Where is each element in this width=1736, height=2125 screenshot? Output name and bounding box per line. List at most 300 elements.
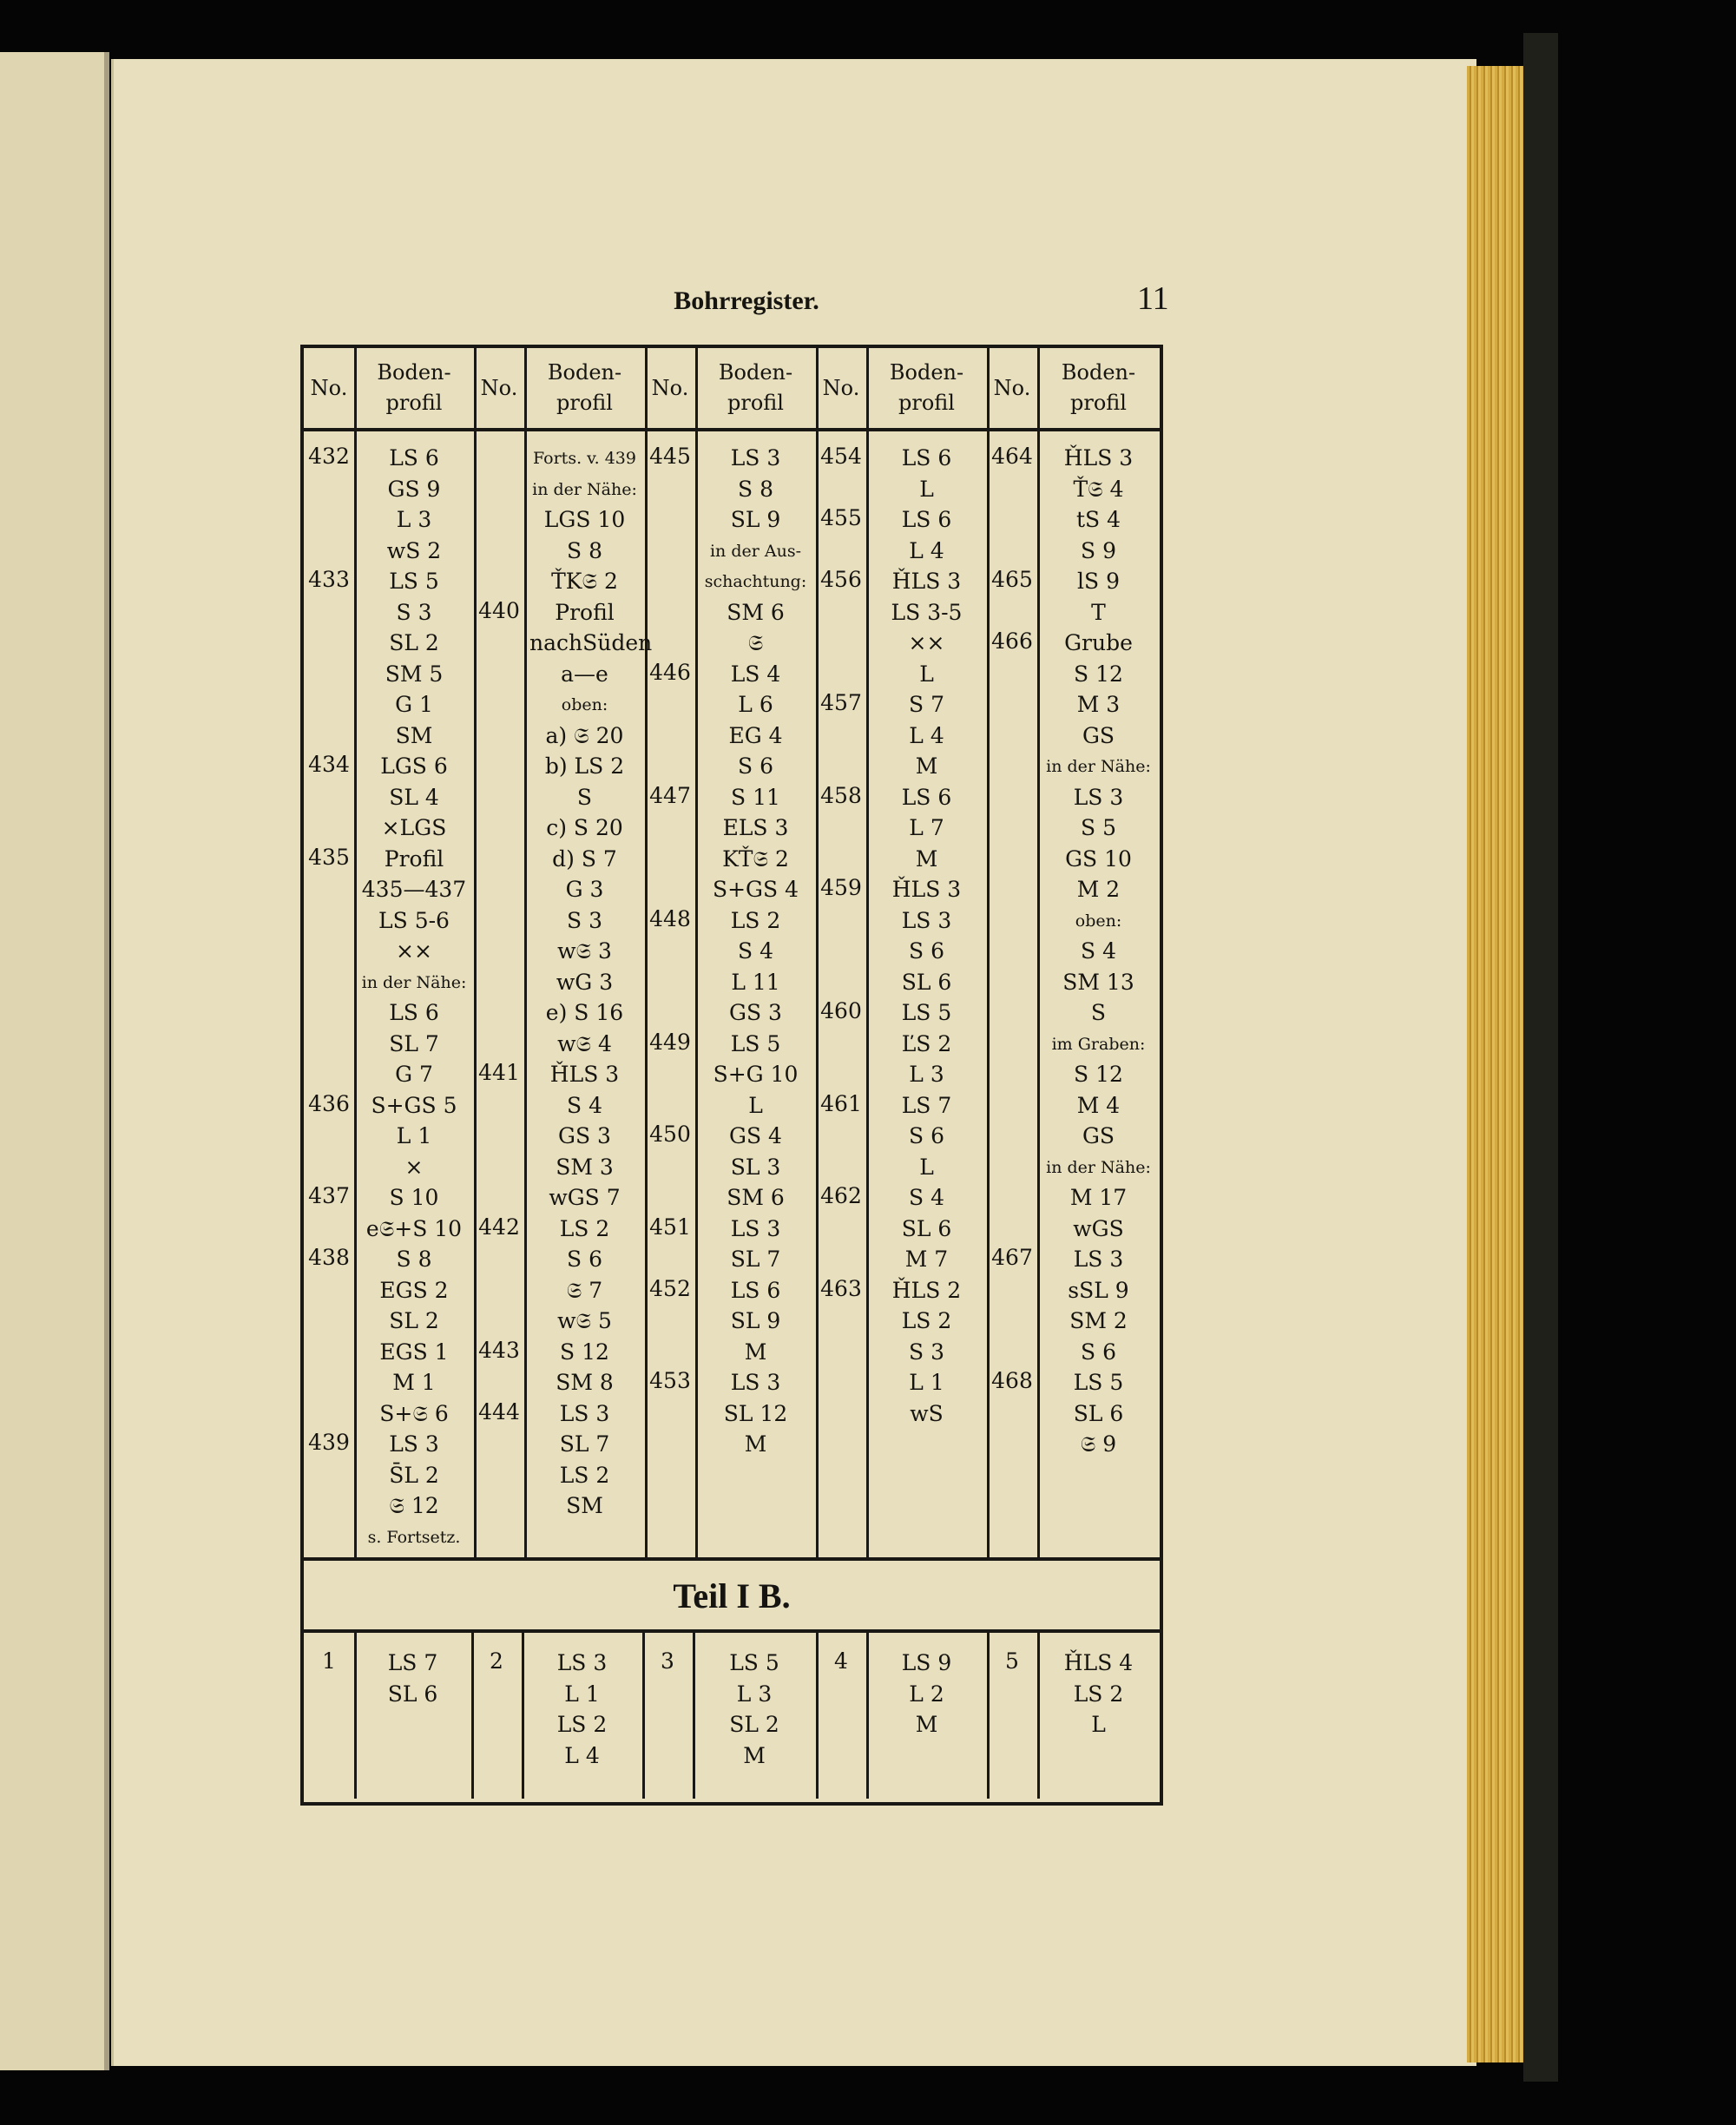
profile-line [1042, 505, 1154, 535]
profile-text: S 5 [1081, 815, 1116, 840]
profile-line [700, 1430, 811, 1459]
profile-line [871, 1680, 982, 1709]
profile-text: S 7 [909, 692, 944, 717]
profile-line [871, 1060, 982, 1089]
profile-text: s. Fortsetz. [367, 1527, 461, 1547]
profile-text: L 4 [909, 537, 944, 563]
profile-line [529, 660, 640, 689]
profile-line [529, 475, 640, 504]
entry-number: 2 [490, 1648, 503, 1674]
profile-text: b) LS 2 [544, 753, 625, 779]
profile-line [1042, 444, 1154, 473]
header-profile-label-2: profil [727, 391, 784, 415]
profile-text: S+GS 5 [371, 1092, 457, 1118]
profile-line [700, 1060, 811, 1089]
profile-line [359, 1491, 469, 1521]
profile-line [359, 1306, 469, 1336]
header-no-label: No. [651, 375, 689, 400]
entry-number: 4 [834, 1648, 848, 1674]
profile-text: w𝔖 5 [557, 1308, 612, 1333]
profile-line [529, 1122, 640, 1151]
profile-line [871, 444, 982, 473]
bohrregister-table [300, 345, 1163, 1806]
profile-line [1042, 1399, 1154, 1429]
entry-number: 454 [820, 444, 862, 469]
profile-line [698, 1741, 811, 1771]
profile-line [1042, 475, 1154, 504]
profile-text: LS 4 [730, 661, 781, 687]
profile-text: EGS 2 [379, 1277, 449, 1303]
profile-text: c) S 20 [546, 815, 623, 840]
column-rule [695, 348, 698, 1557]
profile-line [359, 1245, 469, 1274]
profile-line [1042, 875, 1154, 905]
book-cover [1523, 33, 1558, 2082]
header-profile-label-2: profil [385, 391, 443, 415]
profile-text: in der Nähe: [532, 479, 637, 499]
profile-line [529, 1030, 640, 1059]
profile-line [871, 783, 982, 812]
entry-number: 433 [308, 567, 350, 592]
profile-text: S 6 [1081, 1339, 1116, 1365]
profile-line [527, 1680, 637, 1709]
profile-line [359, 536, 469, 566]
entry-number: 459 [820, 875, 862, 900]
profile-text: GS [1082, 722, 1115, 748]
profile-line [359, 1368, 469, 1398]
profile-text: S 3 [567, 907, 602, 933]
profile-line [529, 567, 640, 596]
profile-text: S 8 [396, 1247, 432, 1272]
profile-text: LS 7 [387, 1650, 438, 1675]
profile-line [700, 505, 811, 535]
profile-line [871, 536, 982, 566]
profile-text: SL 2 [389, 630, 439, 655]
profile-line [359, 1338, 469, 1367]
profile-text: LS 6 [901, 784, 952, 810]
profile-text: LS 6 [730, 1277, 781, 1303]
profile-text: GS 10 [1065, 845, 1132, 872]
column-rule [474, 348, 477, 1557]
entry-number: 463 [820, 1275, 862, 1301]
profile-text: S+GS 4 [712, 877, 799, 902]
profile-line [698, 1680, 811, 1709]
profile-text: a) 𝔖 20 [545, 722, 624, 748]
profile-line [700, 1399, 811, 1429]
profile-line [1042, 813, 1154, 843]
profile-line [871, 1368, 982, 1398]
profile-text: L 6 [738, 692, 773, 717]
profile-text: SM 6 [727, 599, 785, 625]
profile-text: S 3 [396, 599, 432, 625]
profile-line [359, 598, 469, 628]
left-page-edge [0, 52, 109, 2070]
column-rule [1037, 348, 1040, 1557]
profile-text: ȞLS 3 [891, 569, 962, 594]
profile-text: M [915, 845, 938, 872]
entry-number: 461 [820, 1090, 862, 1116]
profile-text: GS 3 [729, 1000, 782, 1025]
profile-text: M 3 [1076, 692, 1121, 717]
profile-text: EG 4 [728, 722, 783, 748]
profile-line [871, 1183, 982, 1213]
profile-line [1042, 1276, 1154, 1306]
profile-line [700, 937, 811, 966]
profile-line [871, 813, 982, 843]
profile-text: ×× [396, 938, 432, 964]
profile-line [1042, 1153, 1154, 1182]
column-rule [693, 1633, 695, 1799]
profile-line [698, 1710, 811, 1740]
profile-text: w𝔖 4 [557, 1030, 612, 1056]
profile-line [1042, 783, 1154, 812]
profile-text: G 7 [395, 1062, 433, 1087]
profile-line [871, 1030, 982, 1059]
profile-line [529, 1338, 640, 1367]
profile-line [871, 906, 982, 936]
profile-text: SL 2 [389, 1308, 439, 1333]
profile-text: LGS 6 [380, 753, 448, 779]
profile-line [359, 475, 469, 504]
section-rule [304, 1557, 1160, 1561]
profile-line [359, 813, 469, 843]
profile-line [359, 690, 469, 720]
profile-line [529, 690, 640, 720]
profile-text: w𝔖 3 [557, 938, 612, 964]
profile-text: SM 6 [727, 1185, 785, 1210]
profile-text: GS [1082, 1123, 1115, 1148]
entry-number: 3 [661, 1648, 674, 1674]
profile-line [359, 1183, 469, 1213]
profile-line [529, 937, 640, 966]
header-profile-label-2: profil [556, 391, 613, 415]
entry-number: 451 [649, 1214, 691, 1240]
profile-text: SM 8 [556, 1370, 614, 1395]
profile-text: GS 9 [387, 476, 441, 502]
profile-line [871, 1214, 982, 1244]
profile-text: LS 5 [730, 1030, 781, 1056]
profile-text: S+𝔖 6 [379, 1400, 449, 1426]
profile-line [527, 1710, 637, 1740]
profile-text: SL 2 [729, 1712, 779, 1737]
profile-line [700, 1276, 811, 1306]
profile-line [700, 444, 811, 473]
profile-line [529, 444, 640, 473]
profile-line [700, 845, 811, 874]
header-profile-cell [695, 348, 816, 428]
profile-line [700, 1030, 811, 1059]
profile-text: LS 3 [1073, 784, 1124, 810]
profile-text: S [576, 784, 593, 810]
profile-text: M 17 [1069, 1185, 1128, 1210]
profile-line [1042, 845, 1154, 874]
profile-line [1042, 1648, 1154, 1678]
entry-number: 449 [649, 1029, 691, 1055]
column-rule [524, 348, 527, 1557]
profile-line [359, 1648, 466, 1678]
profile-text: LS 6 [389, 1000, 439, 1025]
profile-text: L [1091, 1712, 1106, 1737]
profile-line [700, 875, 811, 905]
profile-text: ŤK𝔖 2 [551, 569, 618, 594]
header-profile-cell [524, 348, 645, 428]
header-no-cell [987, 348, 1037, 428]
profile-line [1042, 1060, 1154, 1089]
profile-text: ĽS 2 [901, 1030, 952, 1056]
profile-line [1042, 567, 1154, 596]
profile-line [1042, 1306, 1154, 1336]
profile-line [1042, 660, 1154, 689]
profile-text: LS 6 [901, 445, 952, 470]
profile-line [700, 1153, 811, 1182]
profile-line [700, 968, 811, 997]
entry-number: 1 [322, 1648, 336, 1674]
profile-text: d) S 7 [552, 845, 617, 872]
profile-text: 𝔖 9 [1080, 1431, 1117, 1457]
profile-line [1042, 1030, 1154, 1059]
table-header [304, 348, 1160, 431]
profile-line [700, 1306, 811, 1336]
profile-text: Profil [555, 599, 615, 625]
profile-text: L 7 [909, 815, 944, 840]
header-no-label: No. [993, 375, 1031, 400]
profile-text: M 1 [392, 1370, 436, 1395]
profile-line [529, 505, 640, 535]
profile-line [700, 752, 811, 781]
profile-line [359, 1523, 469, 1552]
profile-line [871, 845, 982, 874]
profile-text: SL 9 [730, 507, 781, 532]
header-profile-label-2: profil [1070, 391, 1127, 415]
entry-number: 436 [308, 1090, 350, 1116]
profile-line [871, 721, 982, 751]
profile-text: SL 7 [559, 1431, 610, 1457]
profile-line [359, 628, 469, 658]
entry-number: 462 [820, 1183, 862, 1208]
profile-text: L 2 [909, 1681, 944, 1707]
running-title: Bohrregister. [674, 286, 819, 315]
profile-line [529, 1091, 640, 1121]
profile-line [529, 906, 640, 936]
profile-line [359, 721, 469, 751]
profile-line [359, 1091, 469, 1121]
profile-text: LS 5 [1073, 1370, 1124, 1395]
profile-line [527, 1648, 637, 1678]
profile-text: S 4 [738, 938, 773, 964]
entry-number: 434 [308, 752, 350, 777]
profile-line [529, 598, 640, 628]
entry-number: 446 [649, 659, 691, 685]
profile-line [359, 783, 469, 812]
profile-text: GS 3 [558, 1123, 611, 1148]
profile-text: Forts. v. 439 [533, 449, 636, 468]
profile-line [1042, 1122, 1154, 1151]
profile-text: Grube [1064, 630, 1133, 655]
profile-line [871, 475, 982, 504]
profile-line [359, 968, 469, 997]
page-edges [1467, 66, 1528, 2062]
profile-line [529, 1153, 640, 1182]
profile-text: ȞLS 3 [1063, 445, 1134, 470]
header-no-label: No. [822, 375, 860, 400]
profile-line [529, 845, 640, 874]
header-no-cell [474, 348, 524, 428]
profile-text: a—e [561, 661, 608, 687]
header-profile-label-1: Boden- [377, 360, 451, 385]
profile-text: M [915, 753, 938, 779]
profile-line [871, 1399, 982, 1429]
profile-text: L 1 [564, 1681, 600, 1707]
profile-text: SM 2 [1069, 1308, 1128, 1333]
profile-text: Ť𝔖 4 [1073, 476, 1124, 502]
profile-text: SL 12 [723, 1400, 788, 1426]
profile-line [359, 1030, 469, 1059]
profile-line [700, 1091, 811, 1121]
profile-text: 𝔖 12 [389, 1493, 439, 1518]
profile-text: S 8 [738, 476, 773, 502]
profile-line [529, 968, 640, 997]
profile-text: wS [910, 1400, 944, 1426]
profile-line [529, 752, 640, 781]
section-title: Teil I B. [673, 1576, 791, 1615]
profile-line [871, 1710, 982, 1740]
profile-line [1042, 721, 1154, 751]
profile-line [359, 1153, 469, 1182]
profile-text: LS 2 [559, 1215, 610, 1241]
profile-text: 𝔖 [747, 630, 764, 655]
profile-line [700, 567, 811, 596]
profile-text: SM 5 [385, 661, 444, 687]
profile-text: LS 2 [559, 1462, 610, 1488]
profile-line [698, 1648, 811, 1678]
entry-number: 467 [991, 1245, 1033, 1270]
profile-line [700, 721, 811, 751]
profile-text: S 11 [731, 784, 780, 810]
profile-text: L 3 [736, 1681, 773, 1707]
profile-line [1042, 1338, 1154, 1367]
profile-line [700, 475, 811, 504]
entry-number: 448 [649, 905, 691, 931]
profile-line [871, 1091, 982, 1121]
profile-line [1042, 998, 1154, 1028]
profile-text: LS 9 [901, 1650, 952, 1675]
page-number: 11 [1137, 280, 1169, 317]
profile-text: S̄L 2 [389, 1462, 439, 1488]
column-rule [866, 348, 869, 1557]
entry-number: 447 [649, 782, 691, 808]
profile-line [529, 783, 640, 812]
profile-line [529, 998, 640, 1028]
profile-text: 𝔖 7 [566, 1277, 603, 1303]
profile-line [700, 813, 811, 843]
entry-number: 432 [308, 444, 350, 469]
profile-text: S 4 [1081, 938, 1116, 964]
entry-number: 466 [991, 628, 1033, 654]
profile-line [871, 1122, 982, 1151]
profile-line [529, 628, 653, 658]
profile-text: LS 2 [901, 1308, 952, 1333]
header-profile-label-1: Boden- [1061, 360, 1136, 385]
entry-number: 438 [308, 1245, 350, 1270]
header-profile-cell [866, 348, 987, 428]
profile-line [359, 1122, 469, 1151]
profile-text: LS 3 [389, 1431, 439, 1457]
profile-text: SM 13 [1062, 969, 1134, 995]
profile-line [871, 1153, 982, 1182]
profile-line [359, 1276, 469, 1306]
profile-text: T [1091, 599, 1106, 625]
profile-text: LS 3 [901, 907, 952, 933]
profile-line [871, 937, 982, 966]
profile-line [700, 1368, 811, 1398]
profile-line [529, 813, 640, 843]
profile-text: S [1090, 1000, 1107, 1025]
profile-text: LS 3 [559, 1400, 610, 1426]
profile-text: im Graben: [1051, 1034, 1146, 1054]
header-profile-label-1: Boden- [889, 360, 964, 385]
profile-text: S 12 [1074, 661, 1123, 687]
profile-line [1042, 1183, 1154, 1213]
entry-number: 443 [478, 1337, 520, 1363]
profile-line [1042, 1091, 1154, 1121]
profile-text: S 10 [389, 1185, 439, 1210]
profile-text: S 6 [738, 753, 773, 779]
profile-text: M 7 [904, 1247, 949, 1272]
profile-line [700, 1245, 811, 1274]
profile-line [871, 968, 982, 997]
profile-text: L 1 [396, 1123, 432, 1148]
profile-text: SM [395, 722, 433, 748]
profile-text: 435—437 [361, 877, 467, 902]
profile-line [700, 998, 811, 1028]
profile-line [359, 444, 469, 473]
section-rule [304, 1629, 1160, 1633]
profile-text: wS 2 [386, 537, 442, 563]
column-rule [354, 348, 357, 1557]
profile-line [700, 660, 811, 689]
profile-text: L 4 [564, 1742, 600, 1768]
profile-line [1042, 906, 1154, 936]
profile-line [871, 505, 982, 535]
header-no-label: No. [480, 375, 518, 400]
profile-text: L 11 [731, 969, 780, 995]
profile-line [1042, 968, 1154, 997]
profile-line [700, 1214, 811, 1244]
profile-line [359, 752, 469, 781]
entry-number: 450 [649, 1122, 691, 1147]
profile-text: LS 5 [729, 1650, 779, 1675]
profile-text: wGS [1073, 1215, 1124, 1241]
profile-text: L 1 [909, 1370, 944, 1395]
header-no-label: No. [310, 375, 348, 400]
profile-line [359, 906, 469, 936]
profile-text: M [744, 1339, 767, 1365]
entry-number: 441 [478, 1060, 520, 1085]
profile-text: ×LGS [381, 815, 447, 840]
profile-text: S 6 [909, 1123, 944, 1148]
profile-text: S 3 [909, 1339, 944, 1365]
profile-line [359, 1430, 469, 1459]
profile-text: M [743, 1742, 766, 1768]
profile-line [700, 1122, 811, 1151]
profile-line [1042, 1245, 1154, 1274]
entry-number: 453 [649, 1368, 691, 1393]
profile-text: S 12 [560, 1339, 609, 1365]
profile-text: L 3 [396, 507, 432, 532]
profile-text: M 2 [1076, 877, 1121, 902]
entry-number: 435 [308, 844, 350, 870]
profile-line [359, 937, 469, 966]
